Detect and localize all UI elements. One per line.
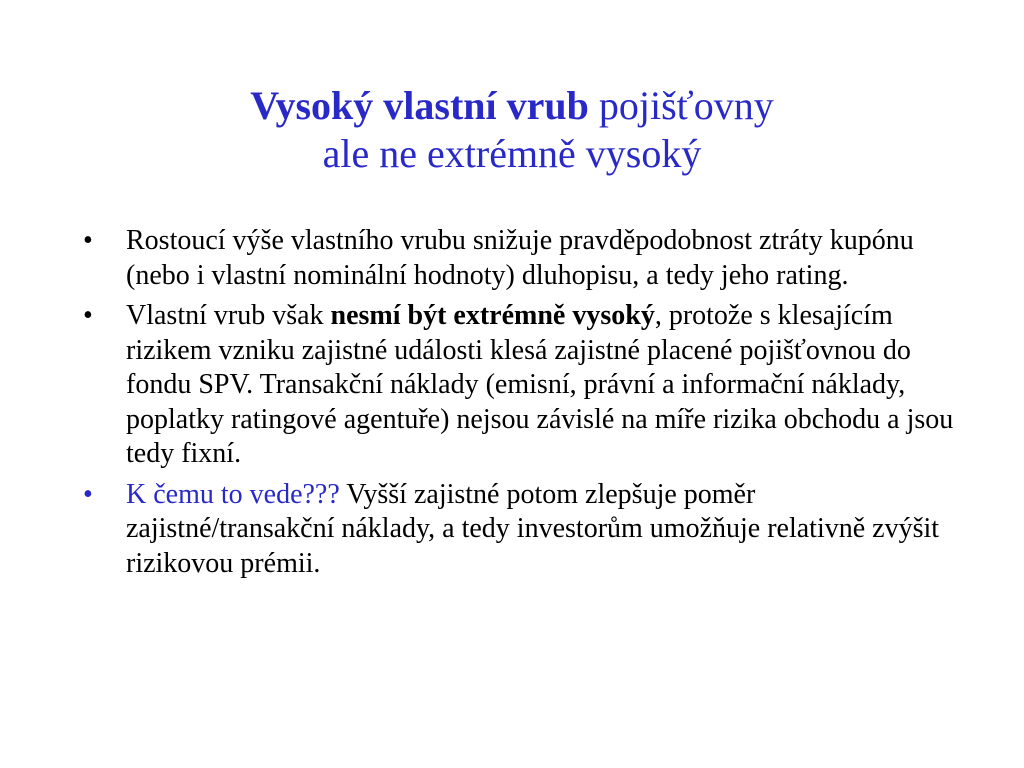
- bullet-text-after: Vyšší zajistné potom zlepšuje poměr zajistné/transakční náklady, a tedy investorům umožňuje relativně zvýšit rizikovou prémii.: [126, 478, 940, 579]
- title-bold-text: Vysoký vlastní vrub: [250, 83, 589, 128]
- bullet-marker: •: [83, 300, 93, 331]
- bullet-item-2: [83, 299, 963, 472]
- bullet-emphasis: nesmí být extrémně vysoký: [330, 300, 655, 331]
- slide-title: [0, 82, 1024, 178]
- bullet-list: [83, 224, 963, 587]
- bullet-item-3: [83, 478, 963, 582]
- bullet-text-before: Vlastní vrub však: [126, 300, 331, 331]
- bullet-marker: •: [83, 225, 93, 256]
- title-line-1: [0, 82, 1024, 130]
- title-regular-text: pojišťovny: [588, 83, 774, 128]
- bullet-question: K čemu to vede???: [126, 478, 340, 510]
- bullet-text: Rostoucí výše vlastního vrubu snižuje pravděpodobnost ztráty kupónu (nebo i vlastní nominální hodnoty) dluhopisu, a tedy jeho rating.: [126, 225, 914, 291]
- bullet-marker: •: [83, 478, 93, 510]
- bullet-text-after: , protože s klesajícím rizikem vzniku zajistné události klesá zajistné placené pojišťovnou do fondu SPV. Transakční náklady (emisní, právní a informační náklady, poplatky ratingové agentuře) nejsou závislé na míře rizika obchodu a jsou tedy fixní.: [126, 300, 954, 469]
- title-line-2: ale ne extrémně vysoký: [322, 131, 702, 176]
- bullet-item-1: [83, 224, 963, 293]
